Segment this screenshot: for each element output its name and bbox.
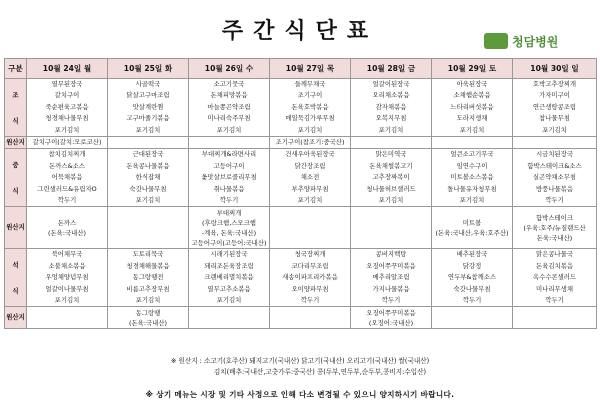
dinner-menu-cell — [270, 249, 351, 307]
dinner-label-top: 석 — [12, 260, 19, 269]
menu-item: 청경채해물볶음 — [126, 261, 170, 270]
menu-item: 깍두기 — [381, 295, 401, 304]
breakfast-origin-row — [5, 137, 597, 149]
origin-item — [270, 228, 350, 238]
footer — [0, 356, 600, 378]
dinner-label — [5, 249, 27, 307]
menu-item: 들깨무채국 — [294, 80, 326, 89]
menu-item: 맑은미역국 — [375, 150, 407, 159]
menu-item: 미나리무생채 — [535, 284, 574, 293]
menu-item: 포기김치 — [297, 125, 323, 134]
menu-item: 깍두기 — [545, 195, 564, 204]
menu-item: 근대된장국 — [132, 150, 164, 159]
breakfast-origin-cell — [189, 137, 270, 149]
menu-item: 포기김치 — [378, 195, 404, 204]
menu-item: 새송이파프리카볶음 — [282, 273, 338, 282]
menu-item: 사골떡국 — [135, 80, 161, 89]
menu-item: 실곤약채소무침 — [532, 173, 577, 182]
day-header: 10월 25일 화 — [108, 59, 189, 79]
menu-item: 시래기된장국 — [210, 250, 248, 259]
origin-item — [189, 318, 269, 328]
menu-item: 맛살계란찜 — [132, 102, 164, 111]
menu-item: 포기김치 — [216, 295, 242, 304]
menu-item: 포기김치 — [459, 125, 485, 134]
menu-item: 우엉채양념무침 — [45, 273, 89, 282]
hospital-logo — [484, 32, 558, 50]
lunch-menu-cell — [432, 149, 513, 207]
origin-item: 고등어구이(고등어:국내산) — [191, 238, 267, 247]
menu-item: 포기김치 — [135, 125, 161, 134]
origin-note-line2: 김치(배추:국내산,고춧가루:중국산) 콩(두부,연두부,순두부,콩비지:수입산) — [213, 368, 427, 376]
menu-item: 깍두기 — [545, 295, 564, 304]
origin-item — [351, 228, 431, 238]
menu-item: 닭살고구마조림 — [126, 91, 170, 100]
menu-item: 함박스테이크&소스 — [527, 161, 582, 170]
breakfast-label-bottom: 식 — [12, 116, 19, 125]
origin-item — [270, 308, 350, 318]
origin-item — [513, 308, 596, 318]
lunch-menu-cell — [270, 149, 351, 207]
menu-item: 미트볼소스볶음 — [450, 173, 494, 182]
menu-item: 청경채나물무침 — [45, 114, 89, 123]
menu-item: 숙갓나물무침 — [129, 184, 167, 193]
dinner-menu-cell — [108, 249, 189, 307]
lunch-row — [5, 149, 597, 207]
menu-item: 청나물허브샐러드 — [366, 184, 416, 193]
menu-item: 한식잡채 — [135, 173, 161, 182]
lunch-menu-cell — [351, 149, 432, 207]
menu-item: 느타리버섯볶음 — [450, 102, 494, 111]
menu-item: 닭간장조림 — [294, 161, 326, 170]
dinner-menu-cell — [27, 249, 108, 307]
change-notice: ※ 상기 메뉴는 시장 및 기타 사정으로 인해 다소 변경될 수 있으니 양지하시기 바랍니다. — [145, 390, 455, 399]
menu-item: 얼큰소고기무국 — [450, 150, 494, 159]
day-header: 10월 30일 일 — [513, 59, 597, 79]
lunch-label-top: 중 — [12, 160, 19, 169]
origin-item: 동그랑땡 — [135, 308, 161, 317]
origin-note-line1: ※ 원산지 : 소고기(호주산) 돼지고기(국내산) 닭고기(국내산) 오리고기(국내산) 쌀(국내산) — [170, 357, 430, 365]
menu-item: 돈육김치볶음 — [535, 261, 574, 270]
lunch-origin-cell — [108, 207, 189, 249]
menu-item: 포기김치 — [54, 295, 80, 304]
lunch-origin-label: 원산지 — [5, 207, 27, 249]
weekly-menu-table — [4, 58, 597, 329]
breakfast-menu-cell — [513, 79, 597, 137]
logo-mark-icon — [484, 33, 508, 49]
origin-item: 돈육:국내산) — [536, 233, 573, 242]
origin-item — [108, 228, 188, 238]
menu-item: 청국장찌개 — [294, 250, 326, 259]
menu-item: 고구마줄기볶음 — [126, 114, 170, 123]
lunch-menu-cell — [513, 149, 597, 207]
menu-item: 돈까스&소스 — [49, 161, 85, 170]
menu-item: 깍두기 — [300, 295, 320, 304]
breakfast-label — [5, 79, 27, 137]
menu-item: 호박고추장찌개 — [532, 80, 577, 89]
header-row — [5, 59, 597, 79]
menu-item: 돈육호박볶음 — [291, 102, 329, 111]
origin-item: 함박스테이크 — [535, 213, 574, 222]
dinner-origin-cell — [108, 307, 189, 329]
menu-item: 깍두기 — [57, 195, 77, 204]
dinner-origin-row — [5, 307, 597, 329]
menu-item: 도토리묵국 — [132, 250, 164, 259]
menu-item: 배추된장국 — [456, 250, 488, 259]
origin-item: 미트볼 — [462, 218, 482, 227]
menu-item: 어묵채볶음 — [51, 173, 83, 182]
menu-item: 코다리무조림 — [291, 261, 329, 270]
menu-item: 오복지무침 — [375, 114, 407, 123]
breakfast-origin-cell: 조기구이(참조기:중국산) — [270, 137, 351, 149]
lunch-origin-cell — [513, 207, 597, 249]
menu-item: 크랜베리멸치볶음 — [204, 273, 254, 282]
menu-item: 연근생땅콩조림 — [532, 102, 577, 111]
column-label: 구분 — [5, 59, 27, 79]
origin-item — [270, 218, 350, 228]
breakfast-label-top: 조 — [12, 90, 19, 99]
breakfast-origin-cell — [432, 137, 513, 149]
menu-item: 연두부&참깨소스 — [447, 273, 497, 282]
origin-item: (오징어:국내산) — [368, 318, 414, 327]
dinner-origin-label: 원산지 — [5, 307, 27, 329]
menu-item: 참치김치찌개 — [48, 150, 86, 159]
lunch-origin-row — [5, 207, 597, 249]
lunch-label — [5, 149, 27, 207]
breakfast-origin-cell — [108, 137, 189, 149]
menu-item: 조기구이 — [297, 91, 323, 100]
menu-item: 갈치구이 — [54, 91, 80, 100]
origin-item — [27, 318, 107, 328]
breakfast-origin-cell — [513, 137, 597, 149]
dinner-origin-cell — [189, 307, 270, 329]
menu-item: 숙갓나물무침 — [453, 284, 491, 293]
dinner-origin-cell — [432, 307, 513, 329]
lunch-menu-cell — [189, 149, 270, 207]
origin-item: (돈육:국내산) — [47, 228, 86, 237]
breakfast-origin-cell — [351, 137, 432, 149]
menu-item: 부대찌개&라면사리 — [201, 150, 257, 159]
menu-item: 감자채볶음 — [375, 102, 407, 111]
origin-item: (돈육:국내산,우육:호주산) — [435, 228, 509, 237]
menu-item: 콩비지백탕 — [375, 250, 407, 259]
breakfast-menu-cell — [27, 79, 108, 137]
menu-item: 오리채소볶음 — [372, 91, 410, 100]
origin-item — [513, 318, 596, 328]
menu-item: 닭강정 — [462, 261, 482, 270]
dinner-origin-cell — [513, 307, 597, 329]
origin-item — [189, 308, 269, 318]
dinner-menu-cell — [351, 249, 432, 307]
menu-item: 돈채피망볶음 — [210, 91, 248, 100]
day-header: 10월 27일 목 — [270, 59, 351, 79]
origin-item: -계육, 돈육:국내산) — [201, 228, 257, 237]
menu-item: 가자미구이 — [539, 91, 570, 100]
lunch-origin-cell — [432, 207, 513, 249]
origin-item: (돈육:국내산) — [128, 318, 167, 327]
breakfast-menu-cell — [270, 79, 351, 137]
menu-item: 도라지생채 — [456, 114, 488, 123]
menu-item: 열무된장국 — [51, 80, 83, 89]
menu-item: 그린샐러드&유림자O — [37, 184, 97, 193]
dinner-label-bottom: 식 — [12, 286, 19, 295]
origin-item: (우육:호주/뉴질랜드산 — [523, 223, 586, 232]
menu-item: 임연수구이 — [456, 161, 488, 170]
menu-item: 얼갈이된장국 — [372, 80, 410, 89]
origin-item: 돈까스 — [57, 218, 77, 227]
day-header: 10월 24일 월 — [27, 59, 108, 79]
menu-item: 방풍나물볶음 — [535, 184, 574, 193]
menu-item: 소불채소볶음 — [48, 261, 86, 270]
breakfast-origin-label: 원산지 — [5, 137, 27, 149]
menu-item: 건새우아욱된장국 — [285, 150, 335, 159]
lunch-menu-cell — [108, 149, 189, 207]
dinner-menu-cell — [513, 249, 597, 307]
menu-item: 메추리알조림 — [372, 273, 410, 282]
dinner-origin-cell — [351, 307, 432, 329]
page-header — [0, 0, 600, 58]
menu-item: 취나물볶음 — [213, 184, 245, 193]
menu-item: 얼갈이나물무침 — [45, 284, 89, 293]
menu-item: 시금치된장국 — [535, 150, 574, 159]
lunch-origin-cell — [27, 207, 108, 249]
dinner-menu-cell — [432, 249, 513, 307]
menu-item: 포기김치 — [135, 295, 161, 304]
menu-item: 포기김치 — [542, 125, 567, 134]
menu-item: 비름고추장무침 — [126, 284, 170, 293]
menu-item: 깍두기 — [219, 195, 239, 204]
day-header: 10월 26일 수 — [189, 59, 270, 79]
menu-item: 마늘쫑곤약조림 — [207, 102, 251, 111]
menu-item: 열무고추소볶음 — [207, 284, 251, 293]
menu-item: 오이양파무침 — [291, 284, 329, 293]
menu-item: 오징어쭈꾸미볶음 — [366, 261, 416, 270]
origin-item — [432, 318, 512, 328]
lunch-origin-cell — [270, 207, 351, 249]
breakfast-row — [5, 79, 597, 137]
origin-item: 부대찌개 — [216, 208, 242, 217]
menu-item: 옻맛살브로콜리무침 — [201, 173, 257, 182]
page-title: 주간식단표 — [221, 19, 379, 44]
menu-item: 포기김치 — [378, 125, 404, 134]
origin-item: 오징어쭈꾸미볶음 — [366, 308, 416, 317]
breakfast-origin-cell: 갈치구이(갈치:모로코산) — [27, 137, 108, 149]
menu-item: 참나물무침 — [539, 114, 570, 123]
lunch-label-bottom: 식 — [12, 186, 19, 195]
menu-item: 아욱된장국 — [456, 80, 488, 89]
lunch-origin-cell — [351, 207, 432, 249]
lunch-origin-cell — [189, 207, 270, 249]
menu-item: 포기김치 — [216, 125, 242, 134]
menu-item: 북어채무국 — [51, 250, 83, 259]
menu-item: 소채햄순볶음 — [453, 91, 491, 100]
origin-item — [432, 308, 512, 318]
origin-item — [27, 308, 107, 318]
breakfast-menu-cell — [351, 79, 432, 137]
menu-item: 동그랑땡전 — [132, 273, 164, 282]
breakfast-menu-cell — [108, 79, 189, 137]
menu-item: 매일묵김가루무침 — [285, 114, 335, 123]
menu-item: 맑은콩나물국 — [535, 250, 574, 259]
menu-item: 미나리숙주무침 — [207, 114, 251, 123]
menu-item: 돈육콩나물볶음 — [126, 161, 170, 170]
dinner-origin-cell — [27, 307, 108, 329]
origin-item — [270, 318, 350, 328]
menu-item: 포기김치 — [135, 195, 161, 204]
lunch-menu-cell — [27, 149, 108, 207]
dinner-menu-cell — [189, 249, 270, 307]
breakfast-menu-cell — [432, 79, 513, 137]
menu-item: 옥수수콘샐러드 — [532, 273, 577, 282]
hospital-name: 청담병원 — [512, 34, 559, 49]
menu-item: 돼리조돈육장조림 — [204, 261, 254, 270]
menu-item: 깍두기 — [462, 295, 482, 304]
menu-item: 돌나물유자청무침 — [447, 184, 497, 193]
menu-item: 부추양파무침 — [291, 184, 329, 193]
origin-item — [108, 218, 188, 228]
dinner-row — [5, 249, 597, 307]
dinner-origin-cell — [270, 307, 351, 329]
menu-item: 소고기뭇국 — [213, 80, 245, 89]
menu-item: 고추장짜복이 — [372, 173, 410, 182]
menu-item: 포기김치 — [459, 195, 485, 204]
menu-item: 포기김치 — [297, 195, 323, 204]
day-header: 10월 29일 토 — [432, 59, 513, 79]
day-header: 10월 28일 금 — [351, 59, 432, 79]
menu-item: 포기김치 — [54, 125, 80, 134]
menu-item: 채소전 — [300, 173, 320, 182]
origin-item: (후랑크햄,스모크햄 — [202, 218, 256, 227]
menu-item: 고등어구이 — [213, 161, 245, 170]
menu-item: 가지나물볶음 — [372, 284, 410, 293]
menu-item: 죽순편육고볶음 — [45, 102, 89, 111]
menu-item: 돈육채썰볶고기 — [369, 161, 413, 170]
origin-item — [351, 218, 431, 228]
breakfast-menu-cell — [189, 79, 270, 137]
